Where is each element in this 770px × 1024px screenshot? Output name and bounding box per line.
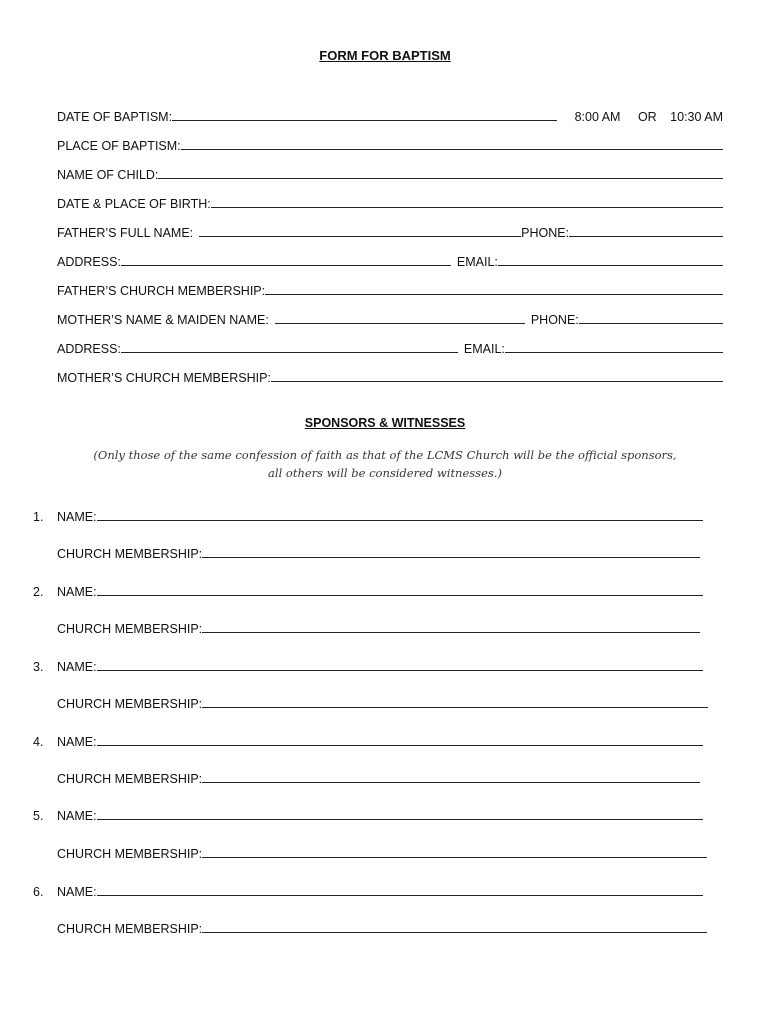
sponsor-1-church-row — [57, 543, 700, 561]
sponsor-name-label: NAME: — [57, 585, 97, 599]
sponsor-6-church-row — [57, 918, 707, 936]
place-of-baptism-field[interactable] — [181, 149, 723, 150]
sponsor-name-label: NAME: — [57, 885, 97, 899]
date-of-baptism-label: DATE OF BAPTISM: — [57, 110, 173, 124]
fathers-full-name-field[interactable] — [199, 236, 521, 237]
father-address-field[interactable] — [121, 265, 451, 266]
sponsor-number: 5. — [33, 809, 44, 823]
sponsor-church-label: CHURCH MEMBERSHIP: — [57, 697, 203, 711]
sponsor-4-church-field[interactable] — [202, 782, 700, 783]
mothers-name-label: MOTHER’S NAME & MAIDEN NAME: — [57, 313, 269, 327]
sponsor-church-label: CHURCH MEMBERSHIP: — [57, 772, 203, 786]
sponsors-note — [0, 446, 770, 482]
mothers-name-field[interactable] — [275, 323, 525, 324]
sponsor-1-church-field[interactable] — [202, 557, 700, 558]
sponsor-name-label: NAME: — [57, 660, 97, 674]
mothers-name-row — [57, 309, 723, 327]
mothers-church-label: MOTHER’S CHURCH MEMBERSHIP: — [57, 371, 271, 385]
sponsor-number: 3. — [33, 660, 44, 674]
mother-address-field[interactable] — [121, 352, 458, 353]
sponsor-6-church-field[interactable] — [202, 932, 707, 933]
sponsor-2-name-row — [57, 581, 703, 599]
mothers-church-field[interactable] — [271, 381, 723, 382]
sponsor-1-name-field[interactable] — [97, 520, 703, 521]
name-of-child-label: NAME OF CHILD: — [57, 168, 159, 182]
place-of-baptism-row — [57, 135, 723, 153]
sponsor-5-name-row — [57, 805, 703, 823]
name-of-child-field[interactable] — [158, 178, 723, 179]
fathers-church-label: FATHER’S CHURCH MEMBERSHIP: — [57, 284, 266, 298]
sponsor-3-church-field[interactable] — [202, 707, 708, 708]
sponsor-3-name-field[interactable] — [97, 670, 703, 671]
sponsor-number: 2. — [33, 585, 44, 599]
mother-phone-field[interactable] — [579, 323, 723, 324]
father-email-label: EMAIL: — [456, 255, 498, 269]
sponsors-heading: SPONSORS & WITNESSES — [304, 416, 466, 430]
sponsor-number: 6. — [33, 885, 44, 899]
mothers-church-row — [57, 367, 723, 385]
sponsor-6-name-field[interactable] — [97, 895, 703, 896]
sponsor-5-name-field[interactable] — [97, 819, 703, 820]
mother-address-label: ADDRESS: — [57, 342, 121, 356]
time-options — [575, 110, 723, 124]
time-option-8am[interactable]: 8:00 AM — [574, 110, 621, 124]
place-of-baptism-label: PLACE OF BAPTISM: — [57, 139, 181, 153]
sponsor-number: 4. — [33, 735, 44, 749]
father-phone-label: PHONE: — [521, 226, 570, 240]
sponsor-church-label: CHURCH MEMBERSHIP: — [57, 922, 203, 936]
time-option-1030am[interactable]: 10:30 AM — [670, 110, 723, 124]
mother-address-row — [57, 338, 723, 356]
date-place-birth-label: DATE & PLACE OF BIRTH: — [57, 197, 211, 211]
name-of-child-row — [57, 164, 723, 182]
sponsor-1-name-row — [57, 506, 703, 524]
sponsor-4-church-row — [57, 768, 700, 786]
date-place-birth-row — [57, 193, 723, 211]
sponsor-2-name-field[interactable] — [97, 595, 703, 596]
sponsor-church-label: CHURCH MEMBERSHIP: — [57, 622, 203, 636]
fathers-name-row — [57, 222, 723, 240]
time-or-label: OR — [637, 110, 657, 124]
sponsor-4-name-row — [57, 731, 703, 749]
date-place-birth-field[interactable] — [211, 207, 723, 208]
sponsor-6-name-row — [57, 881, 703, 899]
sponsors-note-line-2: all others will be considered witnesses.) — [268, 466, 502, 480]
fathers-church-field[interactable] — [265, 294, 723, 295]
mother-email-field[interactable] — [505, 352, 723, 353]
mother-email-label: EMAIL: — [463, 342, 505, 356]
sponsor-name-label: NAME: — [57, 735, 97, 749]
father-address-label: ADDRESS: — [57, 255, 121, 269]
fathers-full-name-label: FATHER’S FULL NAME: — [57, 226, 194, 240]
sponsor-church-label: CHURCH MEMBERSHIP: — [57, 847, 203, 861]
sponsor-3-church-row — [57, 693, 708, 711]
sponsor-number: 1. — [33, 510, 44, 524]
sponsor-2-church-row — [57, 618, 700, 636]
sponsor-3-name-row — [57, 656, 703, 674]
sponsor-5-church-field[interactable] — [202, 857, 707, 858]
father-email-field[interactable] — [498, 265, 723, 266]
form-title: FORM FOR BAPTISM — [319, 48, 451, 63]
sponsor-2-church-field[interactable] — [202, 632, 700, 633]
date-of-baptism-field[interactable] — [172, 120, 557, 121]
father-phone-field[interactable] — [569, 236, 723, 237]
sponsor-4-name-field[interactable] — [97, 745, 703, 746]
mother-phone-label: PHONE: — [530, 313, 579, 327]
sponsor-church-label: CHURCH MEMBERSHIP: — [57, 547, 203, 561]
sponsors-note-line-1: (Only those of the same confession of faith as that of the LCMS Church will be the official sponsors, — [93, 448, 677, 462]
fathers-church-row — [57, 280, 723, 298]
father-address-row — [57, 251, 723, 269]
sponsor-name-label: NAME: — [57, 809, 97, 823]
sponsor-name-label: NAME: — [57, 510, 97, 524]
date-of-baptism-row — [57, 106, 723, 124]
sponsor-5-church-row — [57, 843, 707, 861]
